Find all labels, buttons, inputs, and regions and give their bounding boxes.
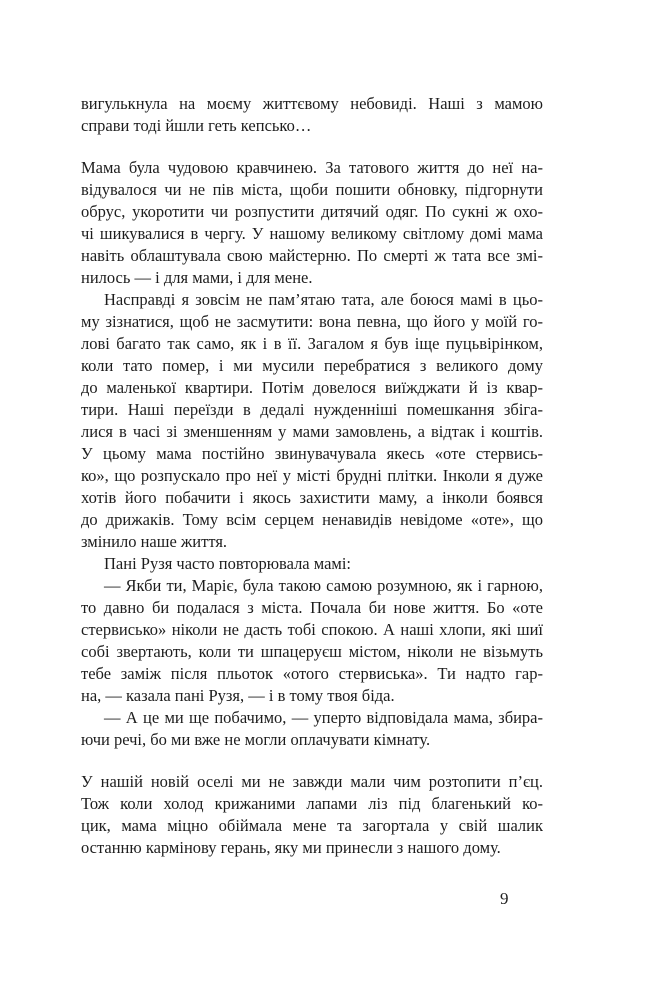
text-line: Тож коли холод крижаними лапами ліз під благенький ко-	[81, 794, 543, 813]
text-line: нилось — і для мами, і для мене.	[81, 268, 313, 287]
page-number: 9	[500, 889, 509, 908]
text-line: му зізнатися, щоб не засмутити: вона певна, що його у моїй го-	[81, 312, 543, 331]
text-line: собі звертають, коли ти шпацеруєш містом, ніколи не візьмуть	[81, 642, 543, 661]
paragraph	[81, 575, 543, 707]
paragraph	[81, 771, 543, 859]
text-line: стервисько» ніколи не дасть тобі спокою. А наші хлопи, які шиї	[81, 620, 543, 639]
text-line: хотів його побачити і якось захистити маму, а інколи боявся	[81, 488, 543, 507]
text-line: — Якби ти, Маріє, була такою самою розумною, як і гарною,	[104, 576, 543, 595]
text-line: до дрижаків. Тому всім серцем ненавидів невідоме «оте», що	[81, 510, 543, 529]
text-line: обрус, укоротити чи розпустити дитячий одяг. По сукні ж охо-	[81, 202, 543, 221]
text-line: відувалося чи не пів міста, щоби пошити обновку, підгорнути	[81, 180, 543, 199]
text-line: на, — казала пані Рузя, — і в тому твоя біда.	[81, 686, 395, 705]
text-line: коли тато помер, і ми мусили перебратися з великого дому	[81, 356, 543, 375]
paragraph	[81, 157, 543, 289]
text-line: то давно би подалася з міста. Почала би нове життя. Бо «оте	[81, 598, 543, 617]
text-line: справи тоді йшли геть кепсько…	[81, 116, 312, 135]
text-line: лися в часі зі зменшенням у мами замовлень, а відтак і коштів.	[81, 422, 543, 441]
text-line: чі шикувалися в чергу. У нашому великому світлому домі мама	[81, 224, 543, 243]
text-line: У цьому мама постійно звинувачувала якесь «оте стервись-	[81, 444, 543, 463]
text-line: навіть облаштувала свою майстерню. По смерті ж тата все змі-	[81, 246, 543, 265]
text-line: ючи речі, бо ми вже не могли оплачувати кімнату.	[81, 730, 431, 749]
text-line: Пані Рузя часто повторювала мамі:	[104, 554, 352, 573]
text-line: вигулькнула на моєму життєвому небовиді. Наші з мамою	[81, 94, 543, 113]
text-line: до маленької квартири. Потім довелося виїжджати й із квар-	[81, 378, 543, 397]
text-line: Насправді я зовсім не пам’ятаю тата, але боюся мамі в цьо-	[104, 290, 543, 309]
text-line: — А це ми ще побачимо, — уперто відповідала мама, збира-	[104, 708, 543, 727]
body-text	[81, 93, 543, 859]
text-line: тебе заміж після пльоток «отого стервиська». Ти надто гар-	[81, 664, 543, 683]
paragraph	[81, 553, 543, 575]
text-line: лові багато так само, як і в її. Загалом я був іще пуцьвірінком,	[81, 334, 543, 353]
text-line: змінило наше життя.	[81, 532, 228, 551]
text-line: тири. Наші переїзди в дедалі нужденніші помешкання збіга-	[81, 400, 543, 419]
paragraph	[81, 289, 543, 553]
paragraph	[81, 93, 543, 137]
text-line: Мама була чудовою кравчинею. За татового життя до неї на-	[81, 158, 543, 177]
text-line: цик, мама міцно обіймала мене та загортала у свій шалик	[81, 816, 543, 835]
paragraph	[81, 707, 543, 751]
text-line: У нашій новій оселі ми не завжди мали чим розтопити п’єц.	[81, 772, 543, 791]
text-line: останню кармінову герань, яку ми принесли з нашого дому.	[81, 838, 501, 857]
text-line: ко», що розпускало про неї у місті брудні плітки. Інколи я дуже	[81, 466, 543, 485]
